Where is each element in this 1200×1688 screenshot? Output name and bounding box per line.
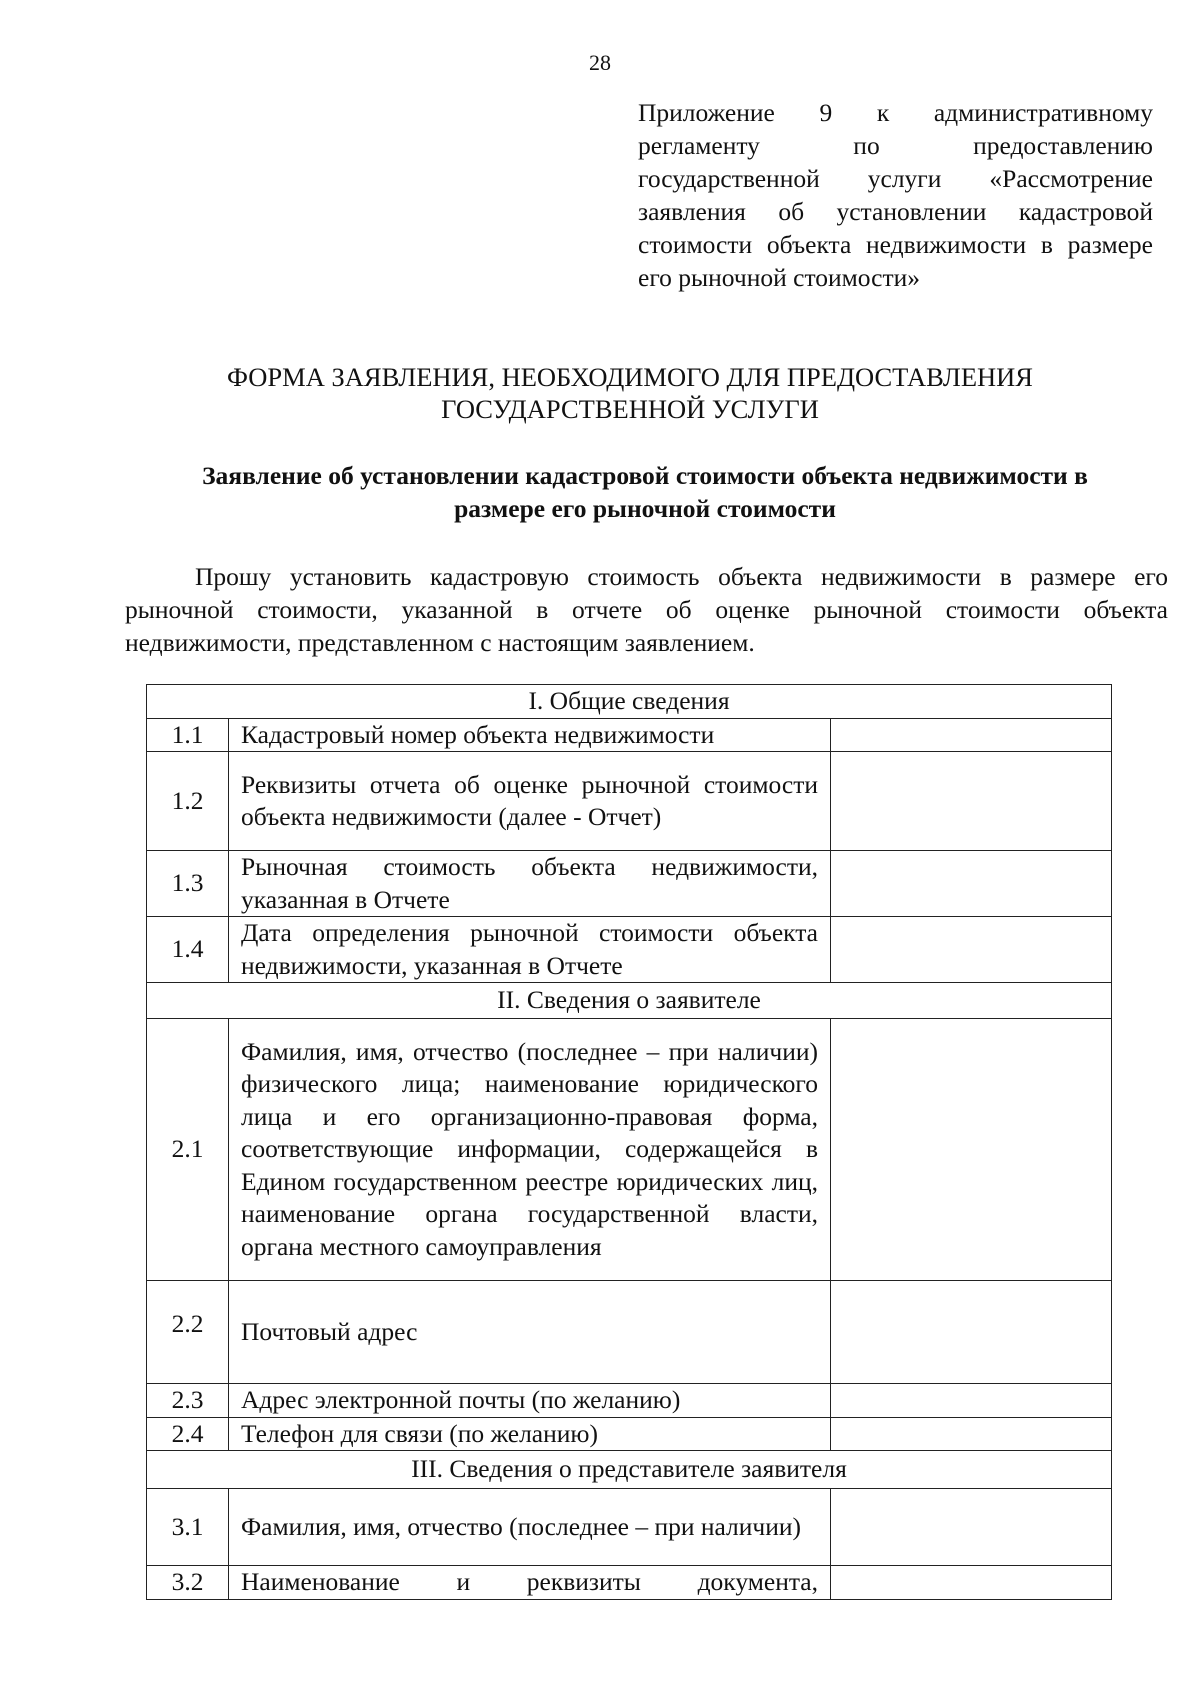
table-row: [147, 1019, 1112, 1281]
row-number: 3.1: [147, 1489, 229, 1566]
row-number: 2.4: [147, 1417, 229, 1451]
row-number: 1.1: [147, 718, 229, 752]
form-title: [130, 361, 1130, 425]
value-field[interactable]: [831, 1489, 1112, 1566]
request-paragraph: Прошу установить кадастровую стоимость объекта недвижимости в размере его рыночной стоимости, указанной в отчете об оценке рыночной стоимости объекта недвижимости, представленном с настоящим заявлением.: [125, 562, 1168, 657]
value-field[interactable]: [831, 851, 1112, 917]
row-label: Адрес электронной почты (по желанию): [229, 1384, 831, 1418]
table-row: [147, 718, 1112, 752]
value-field[interactable]: [831, 1019, 1112, 1281]
form-title-line-1: ФОРМА ЗАЯВЛЕНИЯ, НЕОБХОДИМОГО ДЛЯ ПРЕДОСТАВЛЕНИЯ: [227, 362, 1033, 392]
row-number: 1.4: [147, 917, 229, 983]
table-row: [147, 1566, 1112, 1600]
table-row: [147, 1417, 1112, 1451]
statement-title-line-2: размере его рыночной стоимости: [454, 494, 836, 523]
value-field[interactable]: [831, 1384, 1112, 1418]
table-row: [147, 851, 1112, 917]
table-row: [147, 1384, 1112, 1418]
row-label: Фамилия, имя, отчество (последнее – при наличии) физического лица; наименование юридического лица и его организационно-правовая форма, соответствующие информации, содержащейся в Едином государственном реестре юридических лиц, наименование органа государственной власти, органа местного самоуправления: [229, 1019, 831, 1281]
value-field[interactable]: [831, 1566, 1112, 1600]
page-number: 28: [589, 50, 611, 75]
table-row: [147, 1489, 1112, 1566]
value-field[interactable]: [831, 752, 1112, 851]
section-header-representative: [147, 1451, 1112, 1489]
section-title: II. Сведения о заявителе: [147, 983, 1112, 1019]
appendix-note: Приложение 9 к административному регламенту по предоставлению государственной услуги «Рассмотрение заявления об установлении кадастровой стоимости объекта недвижимости в размере его рыночной стоимости»: [638, 98, 1153, 292]
row-label: Дата определения рыночной стоимости объекта недвижимости, указанная в Отчете: [229, 917, 831, 983]
value-field[interactable]: [831, 917, 1112, 983]
statement-title-line-1: Заявление об установлении кадастровой стоимости объекта недвижимости в: [202, 461, 1088, 490]
value-field[interactable]: [831, 1417, 1112, 1451]
table-row: [147, 1281, 1112, 1384]
row-label: Почтовый адрес: [229, 1281, 831, 1384]
table-row: [147, 752, 1112, 851]
value-field[interactable]: [831, 1281, 1112, 1384]
row-label: Реквизиты отчета об оценке рыночной стоимости объекта недвижимости (далее - Отчет): [229, 752, 831, 851]
application-form-table: [146, 684, 1112, 1600]
row-number: 2.3: [147, 1384, 229, 1418]
row-number: 3.2: [147, 1566, 229, 1600]
row-label: Фамилия, имя, отчество (последнее – при наличии): [229, 1489, 831, 1566]
table-row: [147, 917, 1112, 983]
statement-title: [120, 459, 1170, 525]
section-title: I. Общие сведения: [147, 685, 1112, 719]
section-header-applicant: [147, 983, 1112, 1019]
section-header-general: [147, 685, 1112, 719]
section-title: III. Сведения о представителе заявителя: [147, 1451, 1112, 1489]
row-label: Кадастровый номер объекта недвижимости: [229, 718, 831, 752]
row-number: 1.3: [147, 851, 229, 917]
row-label: Наименование и реквизиты документа,: [229, 1566, 831, 1600]
row-number: 2.1: [147, 1019, 229, 1281]
row-number: 2.2: [147, 1281, 229, 1384]
value-field[interactable]: [831, 718, 1112, 752]
row-number: 1.2: [147, 752, 229, 851]
row-label: Рыночная стоимость объекта недвижимости, указанная в Отчете: [229, 851, 831, 917]
row-label: Телефон для связи (по желанию): [229, 1417, 831, 1451]
form-title-line-2: ГОСУДАРСТВЕННОЙ УСЛУГИ: [441, 394, 819, 424]
